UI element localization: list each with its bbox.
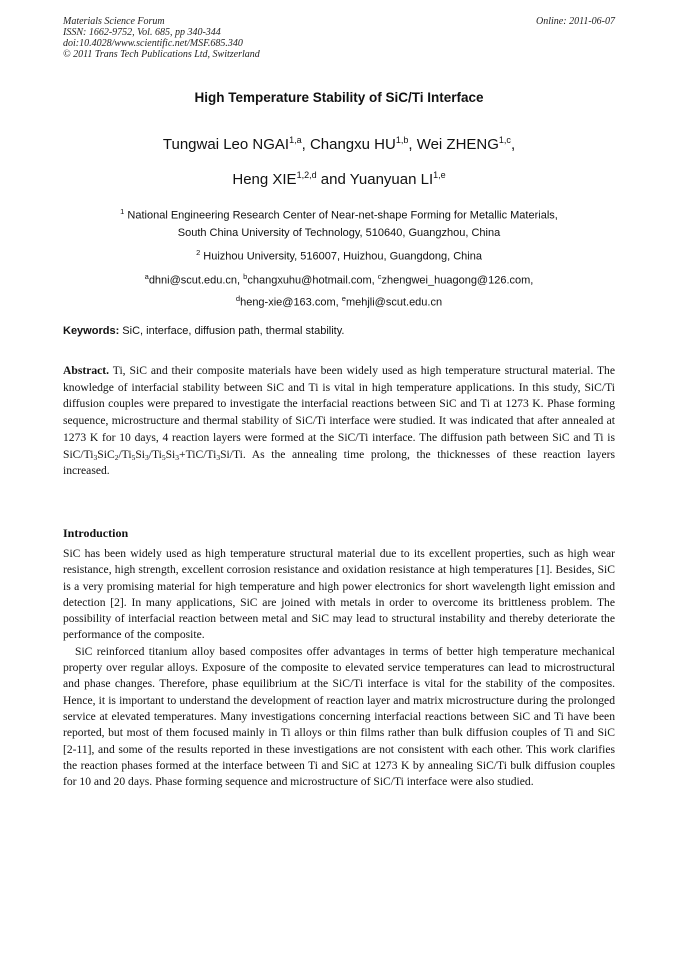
author-sup: 1,c [498,135,511,145]
subscript: 5 [161,452,166,462]
subscript: 2 [114,452,119,462]
journal-name: Materials Science Forum [63,16,165,27]
abstract-text: SiC [97,447,115,461]
affiliation-2 [63,244,615,266]
abstract-text: /Ti [118,447,132,461]
author-name: Wei ZHENG [416,136,499,153]
section-heading: Introduction [63,526,129,540]
abstract-text: +TiC/Ti [179,447,217,461]
abstract [63,363,615,480]
email-link[interactable]: dhni@scut.edu.cn [148,274,238,287]
author-name: Yuanyuan LI [349,171,434,188]
subscript: 3 [93,452,98,462]
author-sup: 1,b [395,135,409,145]
abstract-text: Si [135,447,145,461]
author-sup: 1,2,d [296,170,317,180]
abstract-text: Ti, SiC and their composite materials have been widely used as high temperature structural material. The knowledge of interfacial stability between SiC and Ti is vital in high temperature applications. In this study, SiC/Ti diffusion couples were prepared to investigate the interfacial reactions between SiC and Ti at 1273 K. Phase forming sequence, microstructure and thermal stability of SiC/Ti interface were studied. It was indicated that after annealed at 1273 K for 10 days, 4 reaction layers were formed at the SiC/Ti interface. The diffusion path between SiC and Ti is SiC/Ti [63,364,615,461]
subscript: 3 [216,452,221,462]
journal-copyright: © 2011 Trans Tech Publications Ltd, Switzerland [63,49,260,60]
abstract-text: /Ti [148,447,162,461]
author-name: Changxu HU [309,136,396,153]
author-sup: 1,a [289,135,302,145]
introduction-body [63,546,615,790]
author-line-1 [63,131,615,154]
email-sup: b [243,272,248,281]
journal-doi: doi:10.4028/www.scientific.net/MSF.685.340 [63,38,243,49]
affiliation-1 [63,203,615,242]
email-sup: c [377,272,382,281]
abstract-text: Si/Ti. As the annealing time prolong, the thicknesses of these reaction layers increased. [63,447,615,478]
journal-header [63,16,615,60]
author-line-2 [63,166,615,189]
email-sup: a [144,272,149,281]
author-sep: , [510,136,516,153]
abstract-label: Abstract. [63,364,110,377]
journal-issn: ISSN: 1662-9752, Vol. 685, pp 340-344 [63,27,221,38]
email-sup: d [235,293,241,303]
affiliation-line: Huizhou University, 516007, Huizhou, Guangdong, China [203,250,482,263]
emails: $^a$dhni@scut.edu.cn, $^b$changxuhu@hotmail.com, $^c$zhengwei_huagong@126.com, $^d$heng-xie@163.com, $^e$mehjli@scut.edu.cn [144,272,534,309]
email-link[interactable]: changxuhu@hotmail.com [247,274,372,287]
paper-title: High Temperature Stability of SiC/Ti Interface [194,90,484,105]
author-sep: , [301,136,310,153]
keywords [63,325,615,337]
email-link[interactable]: mehjli@scut.edu.cn [345,296,443,309]
author-name: Heng XIE [232,171,297,188]
email-link[interactable]: heng-xie@163.com [240,296,336,309]
author-sup: 1,e [433,170,446,180]
subscript: 3 [144,452,149,462]
author-sep: , [408,136,417,153]
abstract-text: Si [165,447,176,461]
email-sup: e [341,293,346,303]
keywords-label: Keywords: [63,325,120,337]
email-link[interactable]: zhengwei_huagong@126.com [381,274,531,287]
author-name: Tungwai Leo NGAI [162,136,290,153]
online-date: Online: 2011-06-07 [536,16,615,27]
affiliation-sup: 2 [196,248,201,257]
keywords-text: SiC, interface, diffusion path, thermal stability. [119,325,345,337]
subscript: 3 [175,452,180,462]
paragraph: SiC reinforced titanium alloy based composites offer advantages in terms of better high temperature mechanical property over regular alloys. Exposure of the composite to elevated service temperatures can lead to microstructural and phase changes. Therefore, phase equilibrium at the SiC/Ti interface is vital for the stability of the composites. Hence, it is important to understand the development of reaction layer and matrix microstructure during the prolonged service at elevated temperatures. Many investigations concerning interfacial reactions between SiC and Ti have been reported, but most of them focused mainly in Ti alloys or thin films rather than bulk diffusion couples of Ti and SiC [2-11], and some of the results reported in these investigations are not consistent with each other. This work clarifies the reaction phases formed at the interface between Ti and SiC at 1273 K by annealing SiC/Ti bulk diffusion couples for 10 and 20 days. Phase forming sequence and microstructure of SiC/Ti interface were also studied. [63,644,615,789]
subscript: 5 [131,452,136,462]
author-and: and [316,171,350,188]
paragraph: SiC has been widely used as high temperature structural material due to its excellent properties, such as high wear resistance, high strength, excellent corrosion resistance and oxidation resistance at high temperatures [1]. Besides, SiC is a very promising material for high temperature and high power electronics for short wavelength light emission and detection [2]. In many applications, SiC are joined with metals in order to overcome its brittleness problem. The possibility of interfacial reaction between metal and SiC may lead to structural instability and thereby deteriorate the performance of the composite. [63,547,615,642]
affiliation-sup: 1 [120,207,125,216]
affiliation-line: South China University of Technology, 510640, Guangzhou, China [177,226,501,239]
affiliation-line: National Engineering Research Center of Near-net-shape Forming for Metallic Materials, [127,209,558,222]
